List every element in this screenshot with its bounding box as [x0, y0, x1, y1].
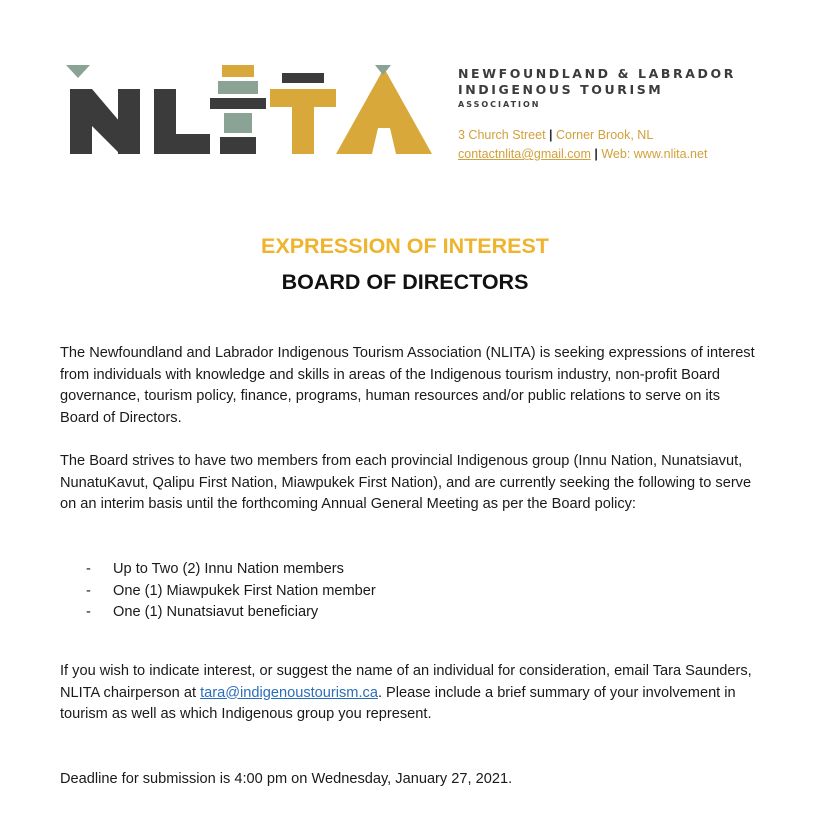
address-line — [458, 126, 707, 145]
list-item: - One (1) Miawpukek First Nation member — [86, 581, 376, 603]
separator: | — [549, 128, 553, 142]
list-marker: - — [86, 582, 91, 599]
paragraph-board: The Board strives to have two members from each provincial Indigenous group (Innu Nation, Nunatsiavut, NunatuKavut, Qalipu First Nation, Miawpukek First Nation), and are currently seeking the following to serve on an interim basis until the forthcoming Annual General Meeting as per the Board policy: — [60, 453, 752, 512]
website: Web: www.nlita.net — [601, 147, 708, 161]
logo-t-stem — [292, 107, 314, 154]
org-line-2: INDIGENOUS TOURISM — [458, 82, 664, 97]
logo-l — [154, 89, 210, 154]
city: Corner Brook, NL — [556, 128, 654, 142]
list-item: - Up to Two (2) Innu Nation members — [86, 559, 376, 581]
chairperson-email-link[interactable]: tara@indigenoustourism.ca — [200, 684, 378, 701]
position-list — [86, 559, 376, 624]
logo-i-arms — [210, 98, 266, 109]
logo-i-top — [218, 81, 258, 94]
paragraph-intro: The Newfoundland and Labrador Indigenous Tourism Association (NLITA) is seeking expressions of interest from individuals with knowledge and skills in areas of the Indigenous tourism industry, non-profit Board governance, tourism policy, finance, programs, human resources and/or public relations to serve on its Board of Directors. — [60, 345, 755, 426]
title-board-of-directors: BOARD OF DIRECTORS — [281, 270, 529, 294]
org-line-1: NEWFOUNDLAND & LABRADOR — [458, 66, 736, 81]
contact-email-link[interactable]: contactnlita@gmail.com — [458, 147, 591, 161]
logo-top-triangle-left — [66, 65, 90, 78]
paragraph-deadline: Deadline for submission is 4:00 pm on Wednesday, January 27, 2021. — [60, 771, 513, 787]
logo-i-body — [224, 113, 252, 133]
organization-name — [458, 66, 736, 112]
list-marker: - — [86, 604, 91, 620]
logo-i-base — [220, 137, 256, 154]
logo-top-triangle-right — [375, 65, 391, 75]
logo-n-right-bar — [118, 89, 140, 154]
nlita-logo — [60, 56, 435, 161]
web-line — [458, 145, 707, 164]
contact-info — [458, 126, 707, 164]
paragraph-contact: If you wish to indicate interest, or suggest the name of an individual for consideration, email Tara Saunders, NLITA chairperson at tara@indigenoustourism.ca. Please include a brief summary of your involvement in tourism as well as which Indigenous group you represent. — [60, 663, 752, 722]
address: 3 Church Street — [458, 128, 546, 142]
logo-t-top — [282, 73, 324, 83]
list-item: - One (1) Nunatsiavut beneficiary — [86, 602, 376, 624]
org-line-3: ASSOCIATION — [458, 100, 541, 109]
logo-i-cap — [222, 65, 254, 77]
separator: | — [594, 147, 598, 161]
logo-t-bar — [270, 89, 336, 107]
title-expression-of-interest: EXPRESSION OF INTEREST — [261, 234, 549, 258]
list-marker: - — [86, 561, 91, 577]
